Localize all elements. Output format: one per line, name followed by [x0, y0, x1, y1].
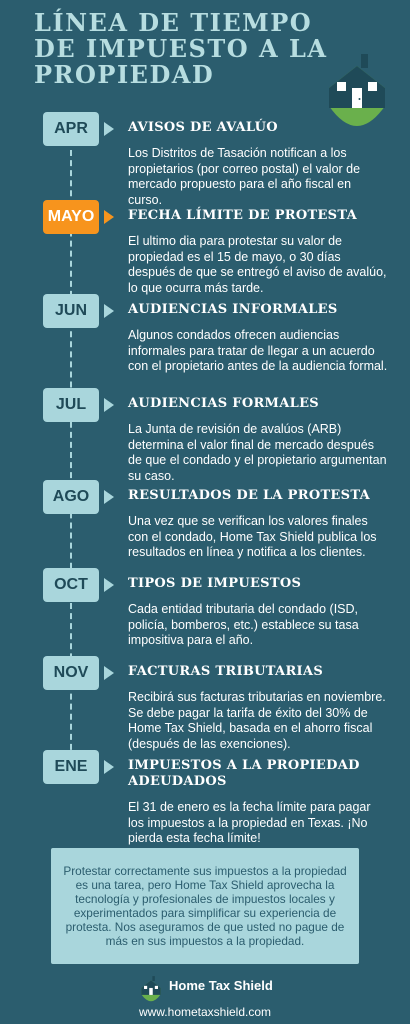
- arrow-right-icon: [104, 578, 114, 592]
- promo-text: Protestar correctamente sus impuestos a la propiedad es una tarea, pero Home Tax Shield aprovecha la tecnología y profesionales de impuestos locales y experimentados para simplificar su experiencia de protesta. Nos aseguramos de que usted no pague de más en sus impuestos a la propiedad.: [63, 864, 347, 948]
- month-badge: OCT: [43, 568, 99, 602]
- entry-heading: AVISOS DE AVALÚO: [128, 120, 278, 135]
- entry-heading: RESULTADOS DE LA PROTESTA: [128, 488, 370, 503]
- promo-box: [51, 848, 359, 964]
- brand-name: Home Tax Shield: [169, 978, 273, 993]
- entry-text: Recibirá sus facturas tributarias en noviembre. Se debe pagar la tarifa de éxito del 30% de Home Tax Shield, basada en el ahorro fiscal (después de las exenciones).: [128, 690, 386, 751]
- month-badge: MAYO: [43, 200, 99, 234]
- website-link[interactable]: www.hometaxshield.com: [138, 1005, 272, 1019]
- entry-text: Algunos condados ofrecen audiencias informales para tratar de llegar a un acuerdo con el propietario antes de la audiencia formal.: [128, 328, 388, 373]
- page-title: LÍNEA DE TIEMPO DE IMPUESTO A LA PROPIEDAD: [34, 8, 328, 89]
- arrow-right-icon: [104, 760, 114, 774]
- entry-heading: TIPOS DE IMPUESTOS: [128, 576, 302, 591]
- month-badge: JUN: [43, 294, 99, 328]
- month-badge: NOV: [43, 656, 99, 690]
- entry-heading: FACTURAS TRIBUTARIAS: [128, 664, 324, 679]
- entry-text: El 31 de enero es la fecha límite para pagar los impuestos a la propiedad en Texas. ¡No pierda esta fecha límite!: [128, 800, 371, 845]
- entry-text: Los Distritos de Tasación notifican a los propietarios (por correo postal) el valor de mercado propuesto para el año fiscal en curso.: [128, 146, 361, 207]
- arrow-right-icon: [104, 666, 114, 680]
- month-badge: JUL: [43, 388, 99, 422]
- entry-heading: AUDIENCIAS FORMALES: [128, 396, 319, 411]
- house-shield-icon: [140, 974, 162, 1004]
- entry-heading: FECHA LÍMITE DE PROTESTA: [128, 208, 358, 223]
- arrow-right-icon: [104, 304, 114, 318]
- arrow-right-icon: [104, 122, 114, 136]
- arrow-right-icon: [104, 210, 114, 224]
- entry-text: La Junta de revisión de avalúos (ARB) determina el valor final de mercado después de que el condado y el propietario argumentan su caso.: [128, 422, 387, 483]
- entry-text: El ultimo dia para protestar su valor de propiedad es el 15 de mayo, o 30 días después de que se entregó el aviso de avalúo, lo que ocurra más tarde.: [128, 234, 387, 295]
- entry-heading: AUDIENCIAS INFORMALES: [128, 302, 338, 317]
- entry-text: Cada entidad tributaria del condado (ISD, policía, bomberos, etc.) establece su tasa impositiva para el año.: [128, 602, 359, 647]
- arrow-right-icon: [104, 490, 114, 504]
- entry-heading: IMPUESTOS A LA PROPIEDAD ADEUDADOS: [128, 758, 360, 789]
- month-badge: AGO: [43, 480, 99, 514]
- month-badge: ENE: [43, 750, 99, 784]
- arrow-right-icon: [104, 398, 114, 412]
- month-badge: APR: [43, 112, 99, 146]
- entry-text: Una vez que se verifican los valores finales con el condado, Home Tax Shield publica los resultados en línea y notifica a los clientes.: [128, 514, 377, 559]
